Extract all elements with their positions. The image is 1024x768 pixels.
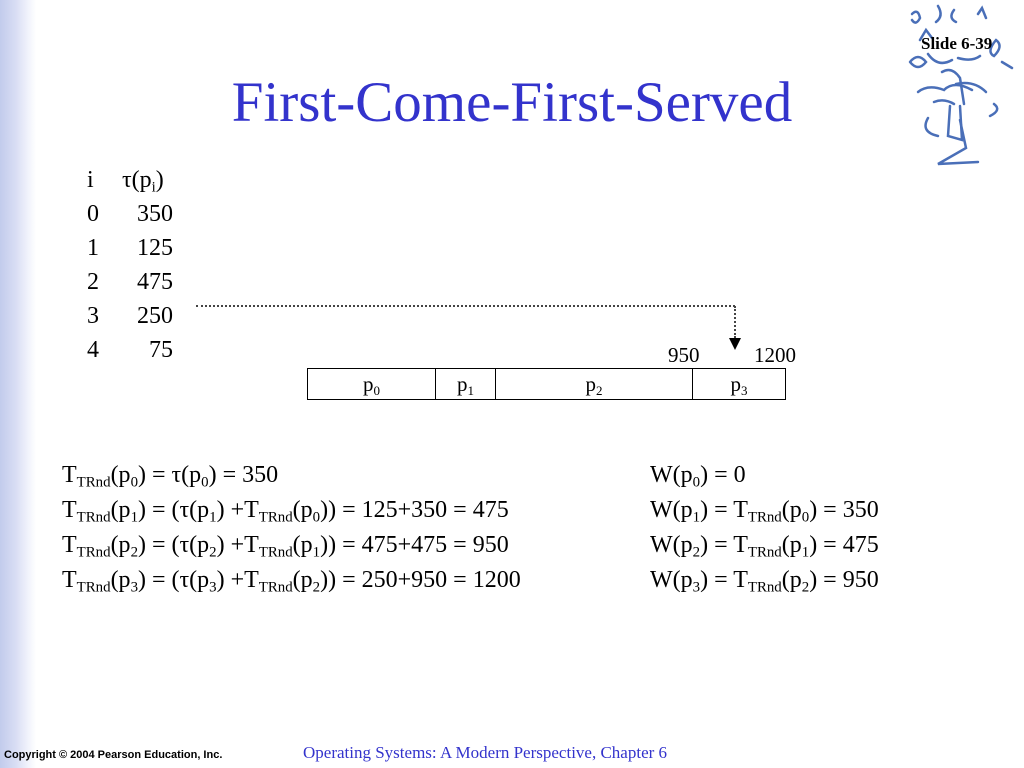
gantt-chart: [307, 368, 786, 400]
formula-text: T: [62, 462, 77, 488]
formula-subscript: 0: [201, 474, 209, 491]
formula-text: T: [62, 532, 77, 558]
formula-text: T: [62, 497, 77, 523]
dotted-connector-horizontal: [196, 305, 735, 307]
formula-subscript: TRnd: [258, 509, 293, 526]
slide-title: First-Come-First-Served: [231, 71, 793, 134]
formula-text: ) = (τ(p: [138, 567, 210, 593]
formula-subscript: TRnd: [747, 544, 782, 561]
formula-text: (p: [110, 462, 131, 488]
formula-text: ) +T: [216, 567, 259, 593]
formula-subscript: 2: [692, 544, 701, 561]
formula-text: )) = 250+950 = 1200: [320, 567, 521, 593]
formula-text: )) = 125+350 = 475: [320, 497, 509, 523]
formula-subscript: 1: [692, 509, 701, 526]
formula-subscript: TRnd: [747, 509, 782, 526]
formula-text: W(p: [650, 532, 693, 558]
formula-text: W(p: [650, 462, 693, 488]
formula-text: (p: [781, 497, 802, 523]
formula-text: ) +T: [216, 497, 259, 523]
formula-text: ) = 350: [208, 462, 279, 488]
formula-text: )) = 475+475 = 950: [320, 532, 509, 558]
formula-text: ) = T: [700, 532, 748, 558]
row-value: 125: [137, 235, 173, 261]
formula-subscript: 3: [209, 579, 217, 596]
formula-text: ) = (τ(p: [138, 497, 210, 523]
gantt-cell-p1: $p_1$: [436, 369, 496, 399]
turnaround-formula-p2: [62, 532, 509, 561]
formula-subscript: 3: [130, 579, 138, 596]
gantt-cell-p2: $p_2$: [496, 369, 693, 399]
row-index: 4: [87, 337, 99, 363]
formula-subscript: 2: [801, 579, 810, 596]
formula-subscript: 3: [692, 579, 701, 596]
copyright-text: Copyright © 2004 Pearson Education, Inc.: [4, 749, 223, 761]
formula-subscript: TRnd: [258, 579, 293, 596]
waiting-formula-p2: [650, 532, 879, 561]
formula-subscript: 2: [312, 579, 321, 596]
row-value: 75: [149, 337, 173, 363]
turnaround-formula-p1: [62, 497, 509, 526]
formula-subscript: TRnd: [258, 544, 293, 561]
formula-text: W(p: [650, 497, 693, 523]
slide-number: Slide 6-39: [921, 34, 993, 53]
timeline-tick-950: 950: [668, 343, 700, 367]
formula-subscript: 0: [692, 474, 701, 491]
formula-subscript: 2: [209, 544, 217, 561]
formula-subscript: 2: [130, 544, 138, 561]
formula-text: ) = 0: [700, 462, 746, 488]
row-index: 2: [87, 269, 99, 295]
formula-subscript: TRnd: [76, 579, 111, 596]
formula-text: (p: [110, 567, 131, 593]
header-i: i: [87, 167, 94, 193]
formula-subscript: 1: [209, 509, 217, 526]
formula-text: ) = T: [700, 567, 748, 593]
turnaround-formula-p3: [62, 567, 521, 596]
formula-subscript: TRnd: [76, 474, 111, 491]
formula-text: (p: [292, 497, 313, 523]
row-value: 475: [137, 269, 173, 295]
formula-text: (p: [292, 532, 313, 558]
formula-text: ) = T: [700, 497, 748, 523]
timeline-tick-1200: 1200: [754, 343, 796, 367]
formula-subscript: 1: [312, 544, 321, 561]
formula-text: (p: [110, 497, 131, 523]
dotted-connector-vertical: [734, 306, 736, 338]
formula-text: ) = τ(p: [138, 462, 202, 488]
formula-subscript: 1: [130, 509, 138, 526]
formula-text: W(p: [650, 567, 693, 593]
formula-subscript: 0: [801, 509, 810, 526]
row-value: 250: [137, 303, 173, 329]
row-index: 0: [87, 201, 99, 227]
formula-subscript: 0: [130, 474, 138, 491]
waiting-formula-p0: [650, 462, 746, 491]
formula-text: (p: [781, 567, 802, 593]
formula-subscript: 1: [801, 544, 810, 561]
formula-subscript: TRnd: [76, 544, 111, 561]
row-value: 350: [137, 201, 173, 227]
formula-text: T: [62, 567, 77, 593]
formula-text: ) = 950: [809, 567, 879, 593]
formula-text: ) +T: [216, 532, 259, 558]
waiting-formula-p1: [650, 497, 879, 526]
formula-text: (p: [110, 532, 131, 558]
row-index: 3: [87, 303, 99, 329]
formula-subscript: TRnd: [747, 579, 782, 596]
book-reference: Operating Systems: A Modern Perspective, Chapter 6: [303, 743, 668, 762]
formula-subscript: TRnd: [76, 509, 111, 526]
formula-text: ) = 475: [809, 532, 879, 558]
formula-text: ) = 350: [809, 497, 879, 523]
formula-text: (p: [781, 532, 802, 558]
row-index: 1: [87, 235, 99, 261]
arrow-down-icon: [729, 338, 741, 350]
gantt-cell-p0: $p_0$: [308, 369, 436, 399]
turnaround-formula-p0: [62, 462, 279, 491]
formula-text: (p: [292, 567, 313, 593]
header-tau: $\tau(p_i)$: [122, 167, 164, 196]
formula-text: ) = (τ(p: [138, 532, 210, 558]
gantt-cell-p3: $p_3$: [730, 372, 748, 398]
formula-subscript: 0: [312, 509, 321, 526]
waiting-formula-p3: [650, 567, 879, 596]
